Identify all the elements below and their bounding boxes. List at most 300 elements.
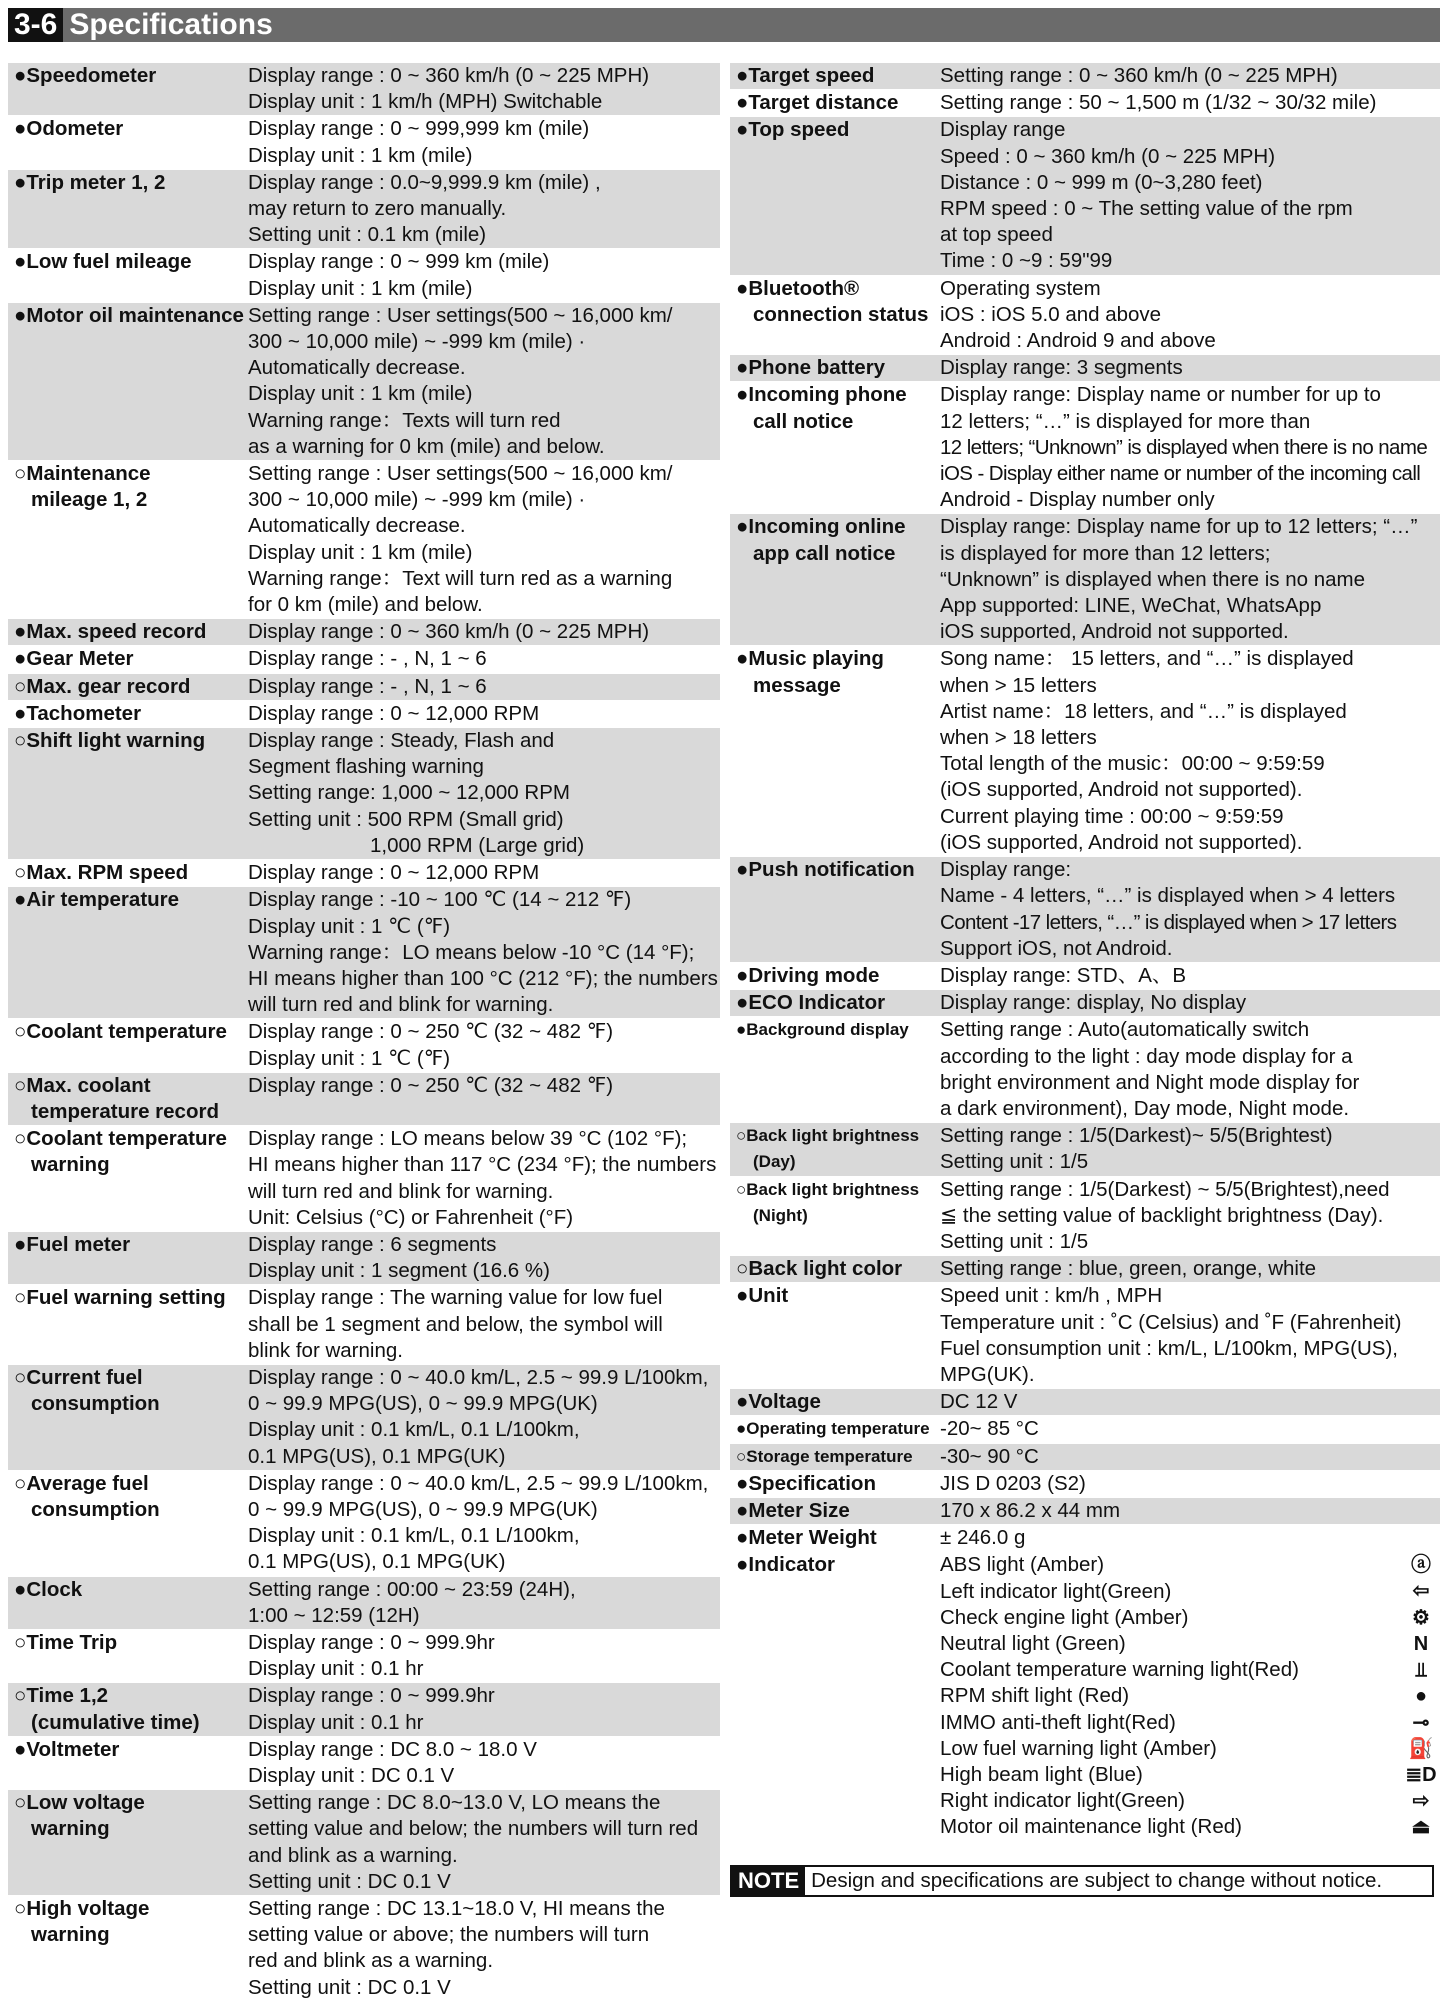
indicator-item	[940, 1552, 1440, 1578]
spec-row	[730, 1388, 1440, 1415]
spec-row	[8, 1470, 720, 1576]
neutral-icon: N	[1413, 1632, 1429, 1655]
spec-values	[244, 1232, 720, 1284]
spec-label-line: ●Low fuel mileage	[14, 250, 192, 274]
spec-row	[730, 354, 1440, 381]
spec-label-line: consumption	[31, 1392, 160, 1416]
spec-value-line: HI means higher than 100 °C (212 °F); the numbers	[248, 966, 718, 990]
spec-value-line: will turn red and blink for warning.	[248, 1179, 554, 1203]
spec-row	[730, 1255, 1440, 1282]
spec-value-line: Display range: STD、A、B	[940, 963, 1187, 987]
spec-value-line: 0.1 MPG(US), 0.1 MPG(UK)	[248, 1550, 506, 1574]
spec-value-line: Setting range : User settings(500 ~ 16,000 km/	[248, 462, 673, 486]
spec-value-line: Display range : -10 ~ 100 ℃ (14 ~ 212 ℉)	[248, 888, 632, 912]
spec-value-line: and blink as a warning.	[248, 1843, 458, 1867]
spec-row	[730, 856, 1440, 962]
spec-values	[936, 90, 1440, 116]
spec-label	[730, 1471, 936, 1497]
spec-value-line: Setting unit : 1/5	[940, 1150, 1089, 1174]
spec-value-line: Display range: display, No display	[940, 991, 1247, 1015]
spec-label	[8, 1683, 244, 1735]
spec-value-line: 300 ~ 10,000 mile) ~ -999 km (mile) ·	[248, 330, 586, 354]
spec-label	[730, 1525, 936, 1551]
spec-value-line: Display range : - , N, 1 ~ 6	[248, 647, 487, 671]
spec-label	[730, 117, 936, 274]
spec-row	[730, 381, 1440, 513]
spec-values	[244, 728, 720, 859]
spec-row	[8, 727, 720, 859]
note-box	[730, 1865, 1434, 1897]
spec-values	[936, 1416, 1440, 1442]
spec-value-line: Current playing time : 00:00 ~ 9:59:59	[940, 804, 1284, 828]
spec-label	[730, 1283, 936, 1388]
spec-value-line: Setting range: 1,000 ~ 12,000 RPM	[248, 781, 570, 805]
spec-label-line: ○Max. RPM speed	[14, 861, 189, 885]
spec-label	[8, 1019, 244, 1071]
indicator-item-label: Check engine light (Amber)	[940, 1605, 1189, 1629]
indicator-item-label: Neutral light (Green)	[940, 1631, 1126, 1655]
spec-label	[8, 1577, 244, 1629]
spec-value-line: Time : 0 ~9 : 59"99	[940, 249, 1113, 273]
spec-values	[936, 1471, 1440, 1497]
spec-value-line: blink for warning.	[248, 1338, 403, 1362]
spec-value-line: Android - Display number only	[940, 488, 1215, 512]
spec-value-line: Display unit : 1 km (mile)	[248, 382, 473, 406]
spec-label	[730, 1389, 936, 1415]
spec-value-line: (iOS supported, Android not supported).	[940, 778, 1303, 802]
right-arrow-icon: ⇨	[1412, 1790, 1430, 1813]
spec-label-line: ●Voltmeter	[14, 1737, 120, 1761]
spec-value-line: Display range: Display name or number for up to	[940, 383, 1381, 407]
spec-label-line: ●Push notification	[736, 858, 915, 882]
spec-label-line: ●Clock	[14, 1577, 83, 1601]
spec-label	[730, 90, 936, 116]
spec-row	[8, 248, 720, 301]
right-spec-column	[730, 62, 1440, 1897]
spec-label-line: ○Time Trip	[14, 1630, 118, 1654]
spec-value-line: JIS D 0203 (S2)	[940, 1471, 1086, 1495]
spec-value-line: Support iOS, not Android.	[940, 936, 1173, 960]
spec-row	[730, 1470, 1440, 1497]
spec-row	[730, 89, 1440, 116]
spec-value-line: Android : Android 9 and above	[940, 329, 1216, 353]
spec-value-line: Setting range : 0 ~ 360 km/h (0 ~ 225 MPH)	[940, 64, 1338, 87]
indicator-item	[940, 1788, 1440, 1814]
indicator-item-label: Low fuel warning light (Amber)	[940, 1736, 1217, 1760]
spec-value-line: Segment flashing warning	[248, 755, 484, 779]
spec-value-line: when > 15 letters	[940, 673, 1097, 697]
abs-icon: ⓐ	[1411, 1554, 1431, 1577]
spec-label-line: ○Storage temperature	[736, 1446, 913, 1466]
spec-values	[936, 1283, 1440, 1388]
spec-label	[8, 116, 244, 168]
spec-values	[936, 1389, 1440, 1415]
spec-value-line: Display range : 0 ~ 250 ℃ (32 ~ 482 ℉)	[248, 1073, 614, 1097]
spec-values	[936, 1525, 1440, 1551]
spec-label-line: ●Odometer	[14, 117, 124, 141]
spec-value-line: will turn red and blink for warning.	[248, 993, 554, 1017]
spec-label-line: mileage 1, 2	[31, 488, 148, 512]
spec-value-line	[248, 1099, 720, 1125]
spec-values	[244, 1126, 720, 1231]
spec-value-line: Setting range : blue, green, orange, white	[940, 1257, 1317, 1281]
spec-label-line: ●Music playing	[736, 647, 884, 671]
spec-label	[730, 514, 936, 645]
spec-label-line: ○Low voltage	[14, 1791, 145, 1815]
spec-label	[730, 1123, 936, 1175]
spec-label-line: ○Coolant temperature	[14, 1020, 227, 1044]
spec-value-line: Display range : 0 ~ 12,000 RPM	[248, 861, 540, 885]
spec-label-line: ○Back light brightness	[736, 1179, 920, 1199]
indicator-item	[940, 1605, 1440, 1631]
spec-label-line: ●Target speed	[736, 64, 875, 87]
spec-label	[8, 303, 244, 460]
spec-value-line: MPG(UK).	[940, 1362, 1035, 1386]
spec-label	[8, 1471, 244, 1576]
spec-row	[730, 1122, 1440, 1175]
spec-value-line: Display range	[940, 118, 1066, 142]
spec-label-line: connection status	[753, 302, 929, 326]
spec-label	[8, 860, 244, 886]
note-tag: NOTE	[732, 1867, 805, 1895]
spec-value-line: a dark environment), Day mode, Night mode.	[940, 1096, 1350, 1120]
spec-label	[8, 1896, 244, 2001]
spec-values	[936, 355, 1440, 381]
section-number: 3-6	[8, 8, 63, 42]
spec-value-line: Artist name：18 letters, and “…” is displayed	[940, 699, 1347, 723]
spec-label-line: ●Gear Meter	[14, 647, 134, 671]
spec-row	[8, 859, 720, 886]
indicator-item-label: Right indicator light(Green)	[940, 1789, 1185, 1813]
spec-values	[936, 514, 1440, 645]
spec-value-line: 1:00 ~ 12:59 (12H)	[248, 1603, 420, 1627]
spec-value-line: iOS - Display either name or number of the incoming call	[940, 462, 1421, 486]
spec-value-line: Display unit : 1 km (mile)	[248, 540, 473, 564]
shift-light-icon: ●	[1414, 1685, 1428, 1708]
spec-value-line: Setting unit : 0.1 km (mile)	[248, 223, 487, 247]
spec-value-line: Warning range：LO means below -10 °C (14 °F);	[248, 940, 695, 964]
spec-value-line: Automatically decrease.	[248, 356, 466, 380]
spec-value-line: Automatically decrease.	[248, 514, 466, 538]
spec-value-line: Display range: Display name for up to 12 letters; “…”	[940, 515, 1418, 539]
spec-label-line: ●Specification	[736, 1471, 876, 1495]
spec-row	[730, 1497, 1440, 1524]
spec-values	[244, 249, 720, 301]
spec-value-line: Display range : Steady, Flash and	[248, 729, 555, 753]
spec-value-line: Display unit : 1 segment (16.6 %)	[248, 1259, 550, 1283]
spec-value-line: when > 18 letters	[940, 726, 1097, 750]
spec-value-line: as a warning for 0 km (mile) and below.	[248, 434, 605, 458]
indicator-item-label: Motor oil maintenance light (Red)	[940, 1815, 1242, 1839]
note-text: Design and specifications are subject to change without notice.	[811, 1868, 1383, 1892]
indicator-item	[940, 1579, 1440, 1605]
spec-row	[8, 1736, 720, 1789]
spec-value-line: Display unit : 1 km (mile)	[248, 276, 473, 300]
spec-label-line: warning	[31, 1923, 110, 1947]
spec-value-line: setting value and below; the numbers will turn red	[248, 1817, 699, 1841]
spec-label-line: ○Fuel warning setting	[14, 1286, 226, 1310]
spec-values	[244, 170, 720, 249]
spec-label-line: ●Max. speed record	[14, 620, 207, 644]
spec-row	[730, 62, 1440, 89]
spec-value-line: Display range : 0 ~ 999.9hr	[248, 1630, 495, 1654]
spec-values	[936, 963, 1440, 989]
spec-label-line: warning	[31, 1153, 110, 1177]
spec-value-line: -30~ 90 °C	[940, 1444, 1039, 1468]
indicator-item-label: Left indicator light(Green)	[940, 1579, 1172, 1603]
spec-label	[8, 1790, 244, 1895]
spec-row	[730, 1415, 1440, 1442]
spec-label-line: ●Driving mode	[736, 963, 880, 987]
spec-value-line: may return to zero manually.	[248, 197, 507, 221]
spec-value-line: Setting range : 00:00 ~ 23:59 (24H),	[248, 1577, 576, 1601]
spec-values	[244, 1285, 720, 1364]
spec-label-line: ●Unit	[736, 1284, 789, 1308]
spec-value-line: Warning range：Texts will turn red	[248, 408, 561, 432]
spec-row	[730, 513, 1440, 645]
spec-value-line: ± 246.0 g	[940, 1526, 1026, 1550]
spec-values	[244, 116, 720, 168]
spec-label	[730, 382, 936, 513]
spec-row	[8, 645, 720, 672]
spec-row	[8, 1364, 720, 1470]
spec-value-line: Display range : 0 ~ 360 km/h (0 ~ 225 MPH)	[248, 620, 650, 644]
spec-label-line: (Day)	[753, 1152, 796, 1172]
spec-label-line: warning	[31, 1817, 110, 1841]
spec-label	[8, 1126, 244, 1231]
spec-value-line: according to the light : day mode display for a	[940, 1044, 1353, 1068]
spec-row	[8, 1629, 720, 1682]
spec-row	[8, 302, 720, 460]
spec-value-line: red and blink as a warning.	[248, 1949, 494, 1973]
high-beam-icon: ≣D	[1405, 1763, 1437, 1786]
spec-values	[244, 887, 720, 1018]
spec-label	[730, 355, 936, 381]
indicator-item	[940, 1814, 1440, 1840]
left-spec-column	[8, 62, 720, 2001]
spec-label	[730, 1256, 936, 1282]
spec-value-line: (iOS supported, Android not supported).	[940, 830, 1303, 854]
spec-row	[8, 618, 720, 645]
spec-row	[8, 62, 720, 115]
spec-value-line: Display unit : 0.1 hr	[248, 1657, 424, 1681]
spec-label-line: (cumulative time)	[31, 1710, 200, 1734]
spec-values	[936, 1177, 1440, 1256]
spec-value-line: Name - 4 letters, “…” is displayed when > 4 letters	[940, 884, 1396, 908]
spec-value-line: Setting unit : 1/5	[940, 1229, 1089, 1253]
indicator-item	[940, 1631, 1440, 1657]
spec-label	[730, 1498, 936, 1524]
spec-row	[730, 962, 1440, 989]
spec-label-line: ●Target distance	[736, 91, 899, 115]
spec-row	[8, 1789, 720, 1895]
spec-row	[8, 700, 720, 727]
spec-value-line: Display unit : 0.1 km/L, 0.1 L/100km,	[248, 1418, 580, 1442]
spec-label	[8, 674, 244, 700]
spec-label-line: ○Max. gear record	[14, 674, 191, 698]
spec-values	[244, 701, 720, 727]
oil-can-icon: ⏏	[1411, 1816, 1431, 1839]
spec-values	[244, 646, 720, 672]
indicator-item	[940, 1762, 1440, 1788]
spec-label-line: ○Average fuel	[14, 1471, 149, 1495]
spec-value-line: DC 12 V	[940, 1390, 1018, 1414]
spec-value-line: Setting range : 1/5(Darkest)~ 5/5(Brightest)	[940, 1124, 1333, 1148]
spec-value-line: Display range : 0 ~ 12,000 RPM	[248, 701, 540, 725]
spec-value-line: HI means higher than 117 °C (234 °F); the numbers	[248, 1153, 717, 1177]
spec-values	[936, 1123, 1440, 1175]
spec-row	[730, 275, 1440, 355]
spec-label	[8, 1365, 244, 1470]
spec-row	[730, 1282, 1440, 1388]
spec-values	[244, 1896, 720, 2001]
spec-label-line: ●Incoming online	[736, 515, 906, 539]
spec-row	[730, 1524, 1440, 1551]
coolant-icon: ⫫	[1415, 1659, 1427, 1682]
spec-value-line: Display range : 0 ~ 40.0 km/L, 2.5 ~ 99.9 L/100km,	[248, 1365, 709, 1389]
spec-value-line: RPM speed : 0 ~ The setting value of the rpm	[940, 197, 1353, 221]
spec-value-line: Display unit : 1 km (mile)	[248, 143, 473, 167]
spec-label	[8, 701, 244, 727]
spec-label	[8, 1285, 244, 1364]
spec-label	[730, 963, 936, 989]
spec-value-line: Temperature unit : ˚C (Celsius) and ˚F (Fahrenheit)	[940, 1310, 1402, 1334]
spec-value-line: Display unit : DC 0.1 V	[248, 1764, 455, 1787]
indicator-item	[940, 1657, 1440, 1683]
spec-label-line: consumption	[31, 1497, 160, 1521]
spec-label	[730, 857, 936, 962]
spec-label-line: ○Time 1,2	[14, 1684, 109, 1708]
spec-value-line: for 0 km (mile) and below.	[248, 593, 483, 617]
spec-values	[936, 1498, 1440, 1524]
spec-value-line: is displayed for more than 12 letters;	[940, 541, 1271, 565]
spec-row	[8, 1018, 720, 1071]
spec-label	[8, 1630, 244, 1682]
spec-label-line: ○Max. coolant	[14, 1073, 151, 1097]
spec-value-line: Setting range : DC 8.0~13.0 V, LO means the	[248, 1791, 661, 1815]
spec-values	[936, 63, 1440, 89]
spec-values	[244, 619, 720, 645]
spec-value-line: App supported: LINE, WeChat, WhatsApp	[940, 594, 1322, 618]
spec-values	[936, 646, 1440, 856]
spec-values	[936, 1017, 1440, 1122]
spec-label	[730, 990, 936, 1016]
spec-value-line: Display unit : 0.1 km/L, 0.1 L/100km,	[248, 1524, 580, 1548]
spec-label-line: ●Fuel meter	[14, 1232, 131, 1256]
spec-label-line: ○Maintenance	[14, 462, 151, 486]
spec-label-line: ○Current fuel	[14, 1365, 143, 1389]
spec-value-line: 1,000 RPM (Large grid)	[370, 833, 585, 857]
spec-label-line: ●Speedometer	[14, 64, 157, 87]
spec-label	[730, 276, 936, 355]
spec-row	[730, 645, 1440, 856]
spec-value-line: Unit: Celsius (°C) or Fahrenheit (°F)	[248, 1205, 574, 1229]
spec-value-line: -20~ 85 °C	[940, 1417, 1039, 1441]
spec-values	[936, 117, 1440, 274]
spec-row	[8, 1072, 720, 1125]
spec-label-line: ●Top speed	[736, 118, 850, 142]
spec-values	[936, 857, 1440, 962]
spec-row	[8, 460, 720, 618]
spec-label	[8, 1737, 244, 1789]
spec-value-line: Display unit : 0.1 hr	[248, 1710, 424, 1734]
spec-row	[730, 989, 1440, 1016]
spec-values	[244, 1683, 720, 1735]
spec-row	[8, 886, 720, 1018]
indicator-item	[940, 1710, 1440, 1736]
spec-values	[936, 1444, 1440, 1470]
spec-value-line: Display range : 0.0~9,999.9 km (mile) ,	[248, 170, 601, 194]
spec-values	[244, 674, 720, 700]
spec-value-line: 0 ~ 99.9 MPG(US), 0 ~ 99.9 MPG(UK)	[248, 1392, 598, 1416]
spec-label-line: ●Background display	[736, 1020, 909, 1040]
engine-icon: ⚙	[1412, 1606, 1430, 1629]
left-arrow-icon: ⇦	[1412, 1580, 1430, 1603]
spec-value-line: Setting range : User settings(500 ~ 16,000 km/	[248, 303, 673, 327]
spec-values	[244, 461, 720, 618]
spec-value-line: Display range : 0 ~ 999 km (mile)	[248, 250, 550, 274]
spec-label	[730, 1017, 936, 1122]
spec-value-line: Speed unit : km/h , MPH	[940, 1284, 1163, 1308]
spec-label	[730, 646, 936, 856]
spec-row-indicator	[730, 1551, 1440, 1840]
spec-value-line: Setting range : 50 ~ 1,500 m (1/32 ~ 30/32 mile)	[940, 91, 1377, 115]
spec-value-line: 0 ~ 99.9 MPG(US), 0 ~ 99.9 MPG(UK)	[248, 1497, 598, 1521]
spec-row	[730, 116, 1440, 274]
spec-label: ●Indicator	[736, 1553, 835, 1577]
spec-row	[8, 1231, 720, 1284]
spec-value-line: Display range:	[940, 858, 1072, 882]
spec-label-line: ○Shift light warning	[14, 729, 206, 753]
spec-value-line: Display unit : 1 ℃ (℉)	[248, 914, 451, 938]
spec-label-line: ●Bluetooth®	[736, 276, 860, 300]
indicator-item-label: Coolant temperature warning light(Red)	[940, 1658, 1299, 1682]
spec-values	[244, 1577, 720, 1629]
spec-value-line: Display range : - , N, 1 ~ 6	[248, 674, 487, 698]
spec-value-line: ≦ the setting value of backlight brightness (Day).	[940, 1203, 1384, 1227]
spec-label	[8, 170, 244, 249]
spec-label	[730, 1416, 936, 1442]
spec-value-line: Display range : 0 ~ 999.9hr	[248, 1684, 495, 1708]
spec-values	[244, 1737, 720, 1789]
indicator-item	[940, 1736, 1440, 1762]
spec-value-line: 170 x 86.2 x 44 mm	[940, 1498, 1121, 1522]
spec-value-line: Display range : 0 ~ 999,999 km (mile)	[248, 117, 590, 141]
spec-values	[244, 303, 720, 460]
spec-label	[8, 887, 244, 1018]
spec-row	[8, 1682, 720, 1735]
spec-row	[730, 1443, 1440, 1470]
spec-value-line: shall be 1 segment and below, the symbol will	[248, 1312, 663, 1336]
spec-value-line: at top speed	[940, 223, 1053, 247]
spec-label-line: ●Meter Weight	[736, 1526, 877, 1550]
indicator-item	[940, 1683, 1440, 1709]
spec-value-line: Setting unit : 500 RPM (Small grid)	[248, 807, 564, 831]
spec-value-line: Total length of the music：00:00 ~ 9:59:59	[940, 752, 1325, 776]
indicator-item-label: ABS light (Amber)	[940, 1553, 1105, 1577]
spec-row	[8, 169, 720, 249]
spec-label-line: ●Meter Size	[736, 1498, 850, 1522]
spec-value-line: 12 letters; “Unknown” is displayed when there is no name	[940, 435, 1428, 459]
spec-label-line: ○Back light color	[736, 1257, 903, 1281]
spec-label	[8, 1232, 244, 1284]
spec-label-line: temperature record	[31, 1099, 219, 1123]
indicator-item-label: High beam light (Blue)	[940, 1763, 1143, 1786]
spec-label	[8, 646, 244, 672]
spec-value-line: Content -17 letters, “…” is displayed when > 17 letters	[940, 910, 1397, 934]
spec-label-line: ●Motor oil maintenance	[14, 303, 244, 327]
spec-value-line: bright environment and Night mode display for	[940, 1070, 1360, 1094]
